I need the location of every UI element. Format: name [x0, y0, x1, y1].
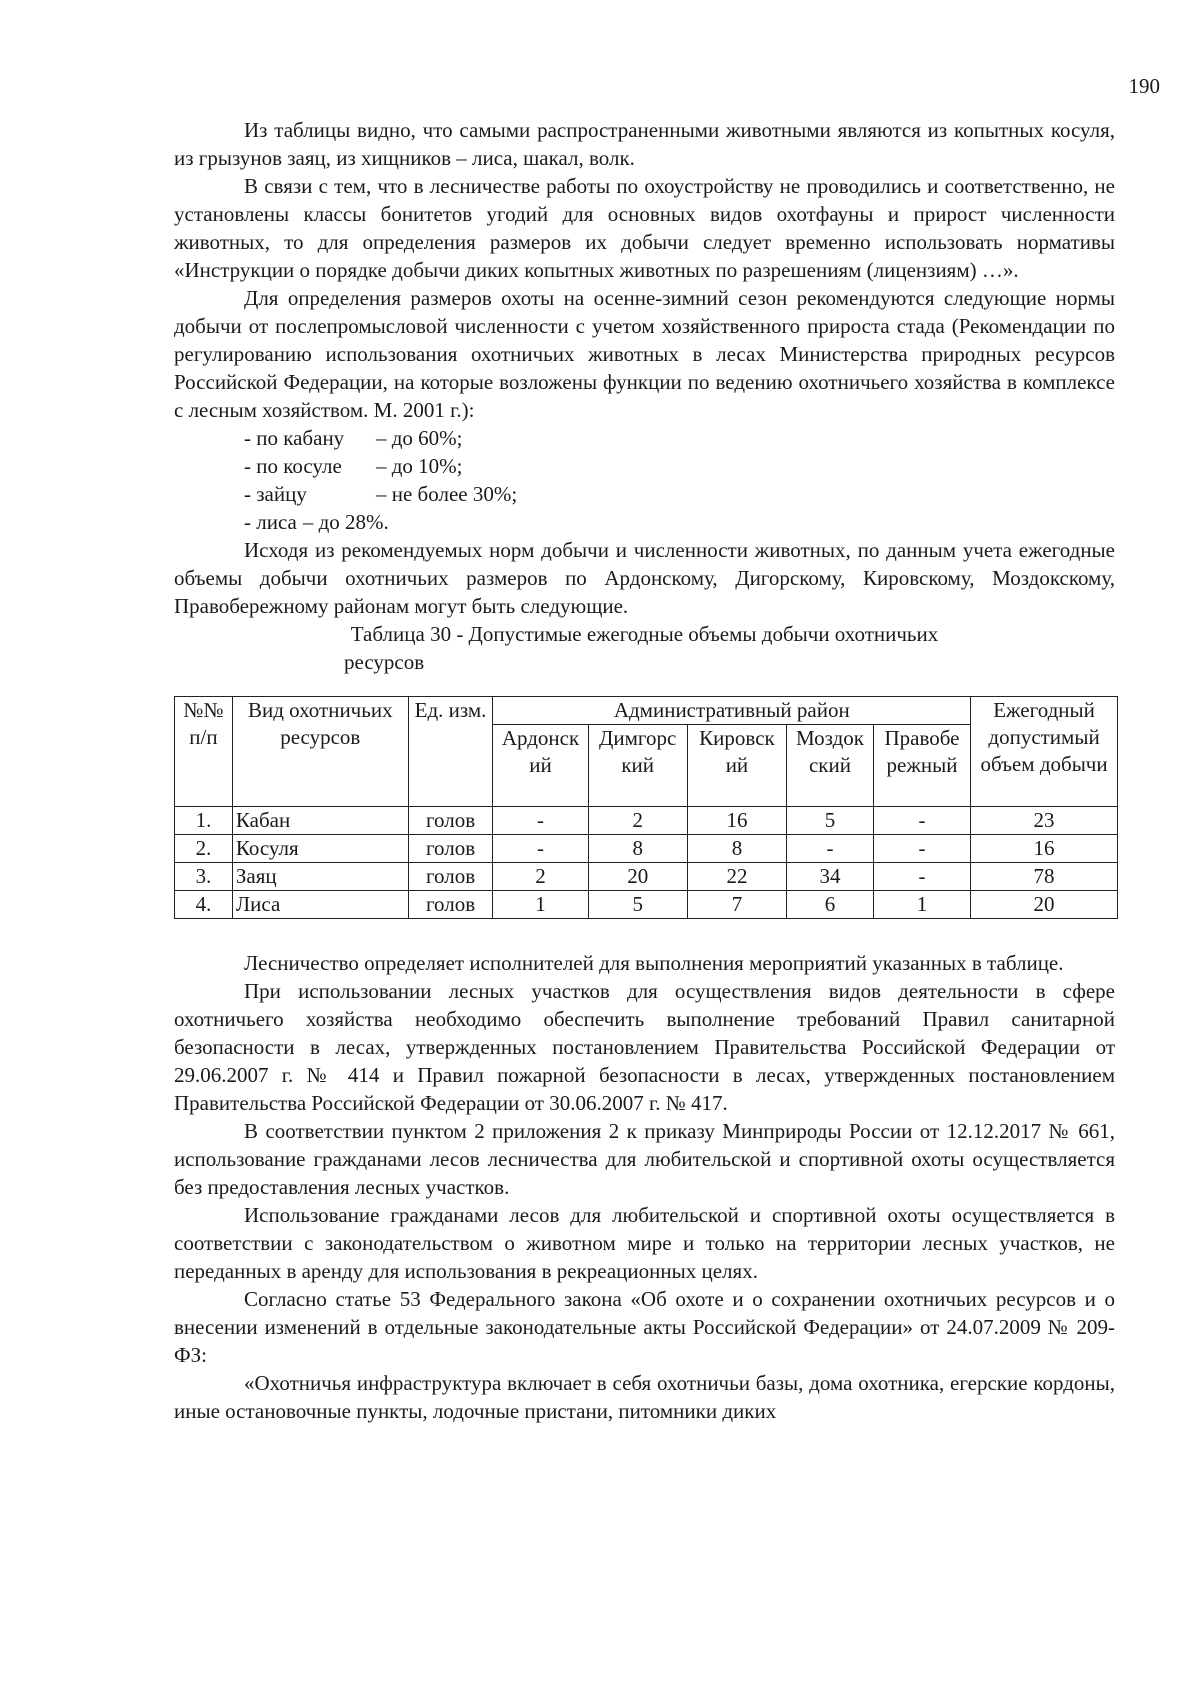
document-body	[174, 116, 1115, 1425]
paragraph: Исходя из рекомендуемых норм добычи и численности животных, по данным учета ежегодные объемы добычи охотничьих размеров по Ардонскому, Дигорскому, Кировскому, Моздокскому, Правобережному районам могут быть следующие.	[174, 538, 1115, 618]
table-row: 4. Лиса голов 1 5 7 6 1 20	[175, 891, 1118, 919]
header-district: Правобе режный	[873, 725, 970, 807]
norm-item: - лиса – до 28%.	[244, 510, 389, 534]
table-row: 3. Заяц голов 2 20 22 34 - 78	[175, 863, 1118, 891]
header-kind: Вид охотничьих ресурсов	[232, 697, 408, 807]
paragraph: Использование гражданами лесов для любительской и спортивной охоты осуществляется в соответствии с законодательством о животном мире и только на территории лесных участков, не переданных в аренду для использования в рекреационных целях.	[174, 1203, 1115, 1283]
norm-item: - зайцу – не более 30%;	[244, 482, 518, 506]
paragraph: «Охотничья инфраструктура включает в себя охотничьи базы, дома охотника, егерские кордоны, иные остановочные пункты, лодочные пристани, питомники диких	[174, 1371, 1115, 1423]
paragraph: В связи с тем, что в лесничестве работы по охоустройству не проводились и соответственно, не установлены классы бонитетов угодий для основных видов охотфауны и прирост численности животных, то для определения размеров их добычи следует временно использовать нормативы «Инструкции о порядке добычи диких копытных животных по разрешениям (лицензиям) …».	[174, 174, 1115, 282]
header-district: Моздок ский	[787, 725, 874, 807]
paragraph: В соответствии пунктом 2 приложения 2 к приказу Минприроды России от 12.12.2017 № 661, использование гражданами лесов лесничества для любительской и спортивной охоты осуществляется без предоставления лесных участков.	[174, 1119, 1115, 1199]
header-total: Ежегодный допустимый объем добычи	[971, 697, 1118, 807]
paragraph: Из таблицы видно, что самыми распространенными животными являются из копытных косуля, из грызунов заяц, из хищников – лиса, шакал, волк.	[174, 118, 1115, 170]
table-row: 2. Косуля голов - 8 8 - - 16	[175, 835, 1118, 863]
paragraph: Согласно статье 53 Федерального закона «Об охоте и о сохранении охотничьих ресурсов и о внесении изменений в отдельные законодательные акты Российской Федерации» от 24.07.2009 № 209-ФЗ:	[174, 1287, 1115, 1367]
header-unit: Ед. изм.	[408, 697, 493, 807]
norm-item: - по кабану – до 60%;	[244, 426, 463, 450]
harvest-table	[174, 696, 1118, 919]
norm-item: - по косуле – до 10%;	[244, 454, 463, 478]
table-caption: Таблица 30 - Допустимые ежегодные объемы добычи охотничьих ресурсов	[344, 622, 939, 674]
header-district-group: Административный район	[493, 697, 971, 725]
table-row: 1. Кабан голов - 2 16 5 - 23	[175, 807, 1118, 835]
header-district: Кировск ий	[687, 725, 786, 807]
paragraph: Лесничество определяет исполнителей для выполнения мероприятий указанных в таблице.	[244, 951, 1064, 975]
page-number: 190	[1128, 74, 1160, 98]
paragraph: Для определения размеров охоты на осенне-зимний сезон рекомендуются следующие нормы добычи от послепромысловой численности с учетом хозяйственного прироста стада (Рекомендации по регулированию использования охотничьих животных в лесах Министерства природных ресурсов Российской Федерации, на которые возложены функции по ведению охотничьего хозяйства в комплексе с лесным хозяйством. М. 2001 г.):	[174, 286, 1115, 422]
header-district: Димгорс кий	[588, 725, 687, 807]
header-num: №№ п/п	[175, 697, 233, 807]
paragraph: При использовании лесных участков для осуществления видов деятельности в сфере охотничьего хозяйства необходимо обеспечить выполнение требований Правил санитарной безопасности в лесах, утвержденных постановлением Правительства Российской Федерации от 29.06.2007 г. № 414 и Правил пожарной безопасности в лесах, утвержденных постановлением Правительства Российской Федерации от 30.06.2007 г. № 417.	[174, 979, 1115, 1115]
header-district: Ардонск ий	[493, 725, 588, 807]
